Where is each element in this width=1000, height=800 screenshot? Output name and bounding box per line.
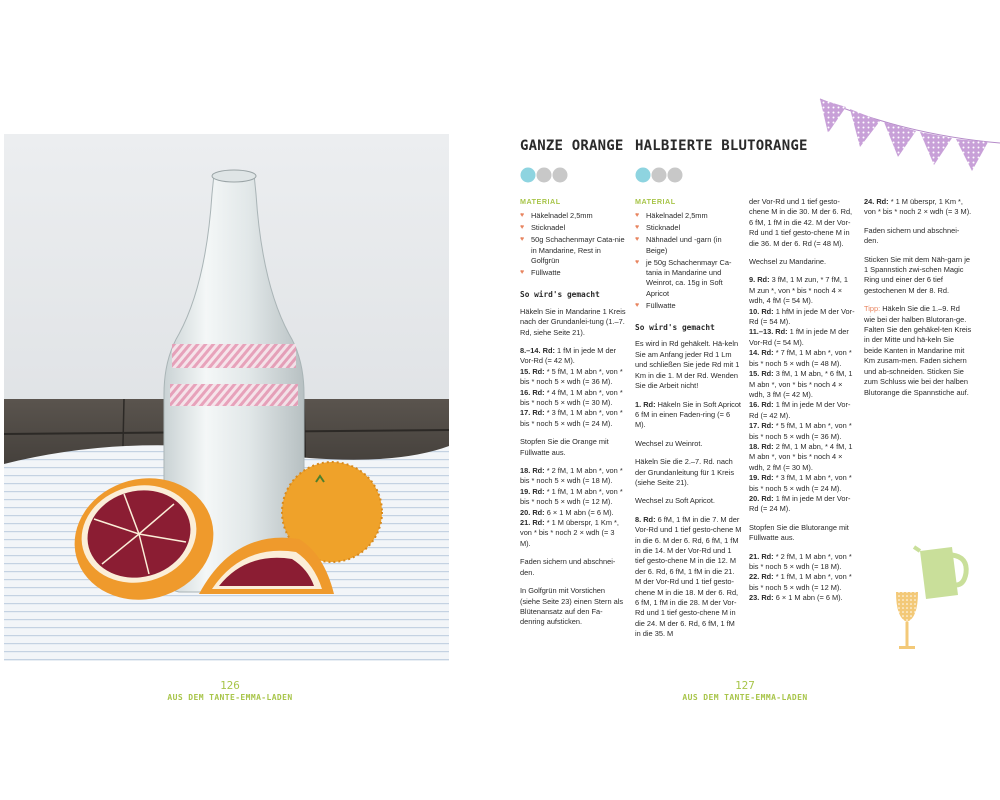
paragraph: Es wird in Rd gehäkelt. Hä-keln Sie am Anfang jeder Rd 1 Lm und schließen Sie jede Rd mit 1 Km in die 1. M der Rd. Wenden Sie die Arbeit nicht! bbox=[635, 339, 740, 391]
row-group bbox=[520, 466, 626, 549]
list-item: ♥ Häkelnadel 2,5mm bbox=[635, 211, 742, 221]
page-footer-right bbox=[635, 679, 855, 704]
row-label: 22. Rd: bbox=[749, 572, 774, 582]
list-item: ♥ Sticknadel bbox=[520, 223, 626, 233]
paragraph: Wechsel zu Soft Apricot. bbox=[635, 496, 715, 506]
row-label: 10. Rd: bbox=[749, 306, 774, 316]
list-item: ♥ 50g Schachenmayr Cata-nie in Mandarine, Rest in Golfgrün bbox=[520, 235, 626, 266]
row-group bbox=[864, 197, 972, 218]
heading-orange: GANZE ORANGE bbox=[520, 138, 624, 154]
book-title: AUS DEM TANTE-EMMA-LADEN bbox=[167, 693, 293, 702]
row-label: 8.–14. Rd: bbox=[520, 345, 555, 355]
row-text: 1 hfM in jede M der Vor-Rd (= 54 M). bbox=[749, 306, 855, 327]
paragraph: Wechsel zu Mandarine. bbox=[749, 257, 827, 267]
row-label: 8. Rd: bbox=[635, 514, 656, 524]
row-text: 1 fM in jede M der Vor-Rd (= 24 M). bbox=[749, 493, 851, 514]
tip-label: Tipp: bbox=[864, 304, 881, 314]
page-footer-left bbox=[120, 679, 340, 704]
paragraph: Stopfen Sie die Blutorange mit Füllwatte aus. bbox=[749, 522, 849, 543]
list-item: ♥ je 50g Schachenmayr Ca-tania in Mandarine und Weinrot, ca. 15g in Soft Apricot bbox=[635, 258, 742, 300]
row-label: 15. Rd: bbox=[749, 369, 774, 379]
row-text: 6 × 1 M abn (= 6 M). bbox=[773, 593, 843, 603]
row-label: 17. Rd: bbox=[520, 408, 545, 418]
wine-glass-icon bbox=[893, 590, 921, 654]
row-label: 19. Rd: bbox=[520, 486, 545, 496]
row-text: Häkeln Sie in Soft Apricot 6 fM in einen Faden-ring (= 6 M). bbox=[635, 399, 741, 430]
book-title: AUS DEM TANTE-EMMA-LADEN bbox=[682, 693, 808, 702]
row-text: * 7 fM, 1 M abn *, von * bis * noch 5 × wdh (= 48 M). bbox=[749, 348, 852, 368]
row-text: * 3 fM, 1 M abn *, von * bis * noch 5 × wdh (= 24 M). bbox=[749, 473, 852, 493]
page-number: 127 bbox=[735, 679, 755, 692]
row-text: * 3 fM, 1 M abn *, von * bis * noch 5 × wdh (= 24 M). bbox=[520, 408, 623, 428]
product-photo bbox=[4, 134, 449, 661]
row-text: * 2 fM, 1 M abn *, von * bis * noch 5 × wdh (= 18 M). bbox=[520, 466, 623, 486]
row-text: 3 fM, 1 M abn, * 6 fM, 1 M abn *, von * bis * noch 4 × wdh, 3 fM (= 42 M). bbox=[749, 369, 853, 399]
list-item: ♥ Füllwatte bbox=[520, 268, 626, 278]
row-label: 15. Rd: bbox=[520, 366, 545, 376]
row-label: 11.–13. Rd: bbox=[749, 327, 788, 337]
blood-orange-column-3 bbox=[864, 197, 972, 406]
row-label: 21. Rd: bbox=[520, 518, 545, 528]
howto-heading: So wird's gemacht bbox=[635, 323, 715, 333]
material-label: MATERIAL bbox=[635, 197, 676, 206]
howto-heading: So wird's gemacht bbox=[520, 290, 600, 300]
row-text: * 5 fM, 1 M abn *, von * bis * noch 5 × wdh (= 36 M). bbox=[520, 366, 623, 387]
row-text: 1 fM in jede M der Vor-Rd (= 42 M). bbox=[520, 345, 617, 366]
row-group bbox=[635, 515, 742, 640]
paragraph: Faden sichern und abschnei-den. bbox=[864, 225, 960, 246]
tip-text: Häkeln Sie die 1.–9. Rd wie bei der halben Blutoran-ge. Falten Sie den gehäkel-ten Kreis in der Mitte und hä-keln Sie beide Kanten in Mandarine mit Km zusam-men. Faden sichern und ab-schneiden. Sticken Sie zum Schluss wie bei der halben Blutorange die Spannstiche auf. bbox=[864, 304, 972, 397]
paragraph: Faden sichern und abschnei-den. bbox=[520, 557, 616, 577]
row-label: 14. Rd: bbox=[749, 348, 774, 358]
paragraph: Häkeln Sie in Mandarine 1 Kreis nach der Grundanlei-tung (1.–7. Rd, siehe Seite 21). bbox=[520, 306, 626, 337]
jug-icon bbox=[912, 543, 972, 601]
heading-blood-orange: HALBIERTE BLUTORANGE bbox=[635, 138, 808, 154]
row-text: 3 fM, 1 M zun, * 7 fM, 1 M zun *, von * bis * noch 4 × wdh, 4 fM (= 54 M). bbox=[749, 275, 848, 306]
row-label: 18. Rd: bbox=[520, 466, 545, 476]
row-label: 19. Rd: bbox=[749, 473, 774, 483]
row-label: 16. Rd: bbox=[749, 400, 774, 410]
paragraph: Wechsel zu Weinrot. bbox=[635, 438, 703, 448]
material-label: MATERIAL bbox=[520, 197, 561, 206]
page-number: 126 bbox=[220, 679, 240, 692]
row-text: 6 fM, 1 fM in die 7. M der Vor-Rd und 1 tief gesto-chene M in die 6. M der 6. Rd, 6 fM, 1 fM in die 14. M der Vor-Rd und 1 tief gesto-chene M in die 12. M der 6. Rd, 6 fM, 1 fM in die 21. M der Vor-Rd und 1 tief gesto-chene M in die 18. M der 6. Rd, 6 fM, 1 fM in die 28. M der Vor-Rd und 1 tief gesto-chene M in die 24. M der 6. Rd, 6 fM, 1 fM in die 35. M bbox=[635, 514, 742, 639]
row-text: * 1 M überspr, 1 Km *, von * bis * noch 2 × wdh (= 3 M). bbox=[520, 518, 619, 548]
row-label: 23. Rd: bbox=[749, 593, 774, 603]
blood-orange-column-2 bbox=[749, 197, 855, 612]
row-label: 18. Rd: bbox=[749, 441, 774, 451]
row-text: * 1 fM, 1 M abn *, von * bis * noch 5 × wdh (= 12 M). bbox=[520, 486, 623, 507]
paragraph: In Golfgrün mit Vorstichen (siehe Seite 23) einen Stern als Blütenansatz auf den Fa-denring aufsticken. bbox=[520, 586, 624, 627]
row-group bbox=[749, 552, 855, 604]
paragraph: Häkeln Sie die 2.–7. Rd. nach der Grundanleitung für 1 Kreis (siehe Seite 21). bbox=[635, 457, 735, 487]
yarn-icon bbox=[635, 166, 685, 184]
material-list bbox=[635, 211, 742, 311]
row-label: 20. Rd: bbox=[749, 493, 774, 503]
orange-column bbox=[520, 197, 626, 636]
list-item: ♥ Sticknadel bbox=[635, 223, 742, 233]
row-text: 6 × 1 M abn (= 6 M). bbox=[544, 507, 614, 517]
material-list bbox=[520, 211, 626, 278]
paragraph: Sticken Sie mit dem Näh-garn je 1 Spannstich zwi-schen Magic Ring und einer der 6 tief gestochenen M der 8. Rd. bbox=[864, 254, 970, 295]
row-group bbox=[635, 400, 742, 431]
list-item: ♥ Füllwatte bbox=[635, 301, 742, 311]
row-group bbox=[520, 346, 626, 429]
row-label: 9. Rd: bbox=[749, 275, 770, 285]
row-label: 20. Rd: bbox=[520, 507, 545, 517]
row-label: 21. Rd: bbox=[749, 551, 774, 561]
row-text: * 1 fM, 1 M abn *, von * bis * noch 5 × wdh (= 12 M). bbox=[749, 572, 852, 592]
row-label: 17. Rd: bbox=[749, 421, 774, 431]
blood-orange-column-1 bbox=[635, 197, 742, 648]
row-text: 1 fM in jede M der Vor-Rd (= 42 M). bbox=[749, 400, 851, 420]
list-item: ♥ Häkelnadel 2,5mm bbox=[520, 211, 626, 221]
list-item: ♥ Nähnadel und -garn (in Beige) bbox=[635, 235, 742, 256]
row-text: 1 fM in jede M der Vor-Rd (= 54 M). bbox=[749, 327, 849, 347]
paragraph: Stopfen Sie die Orange mit Füllwatte aus. bbox=[520, 437, 609, 457]
row-text: * 5 fM, 1 M abn *, von * bis * noch 5 × wdh (= 36 M). bbox=[749, 421, 852, 441]
row-label: 1. Rd: bbox=[635, 399, 656, 409]
row-text: 2 fM, 1 M abn, * 4 fM, 1 M abn *, von * bis * noch 4 × wdh, 2 fM (= 30 M). bbox=[749, 441, 853, 472]
row-label: 24. Rd: bbox=[864, 197, 889, 206]
yarn-icon bbox=[520, 166, 570, 184]
paragraph: der Vor-Rd und 1 tief gesto-chene M in die 30. M der 6. Rd, 6 fM, 1 fM in die 42. M der Vor-Rd und 1 tief gesto-chene M in die 36. M der 6. Rd (= 48 M). bbox=[749, 197, 853, 248]
row-text: * 4 fM, 1 M abn *, von * bis * noch 5 × wdh (= 30 M). bbox=[520, 387, 623, 407]
row-text: * 2 fM, 1 M abn *, von * bis * noch 5 × wdh (= 18 M). bbox=[749, 551, 852, 571]
bunting-garland-icon bbox=[816, 95, 1000, 185]
row-label: 16. Rd: bbox=[520, 387, 545, 397]
tip bbox=[864, 304, 972, 398]
row-group bbox=[749, 275, 855, 514]
row-text: * 1 M überspr, 1 Km *, von * bis * noch 2 × wdh (= 3 M). bbox=[864, 197, 972, 217]
